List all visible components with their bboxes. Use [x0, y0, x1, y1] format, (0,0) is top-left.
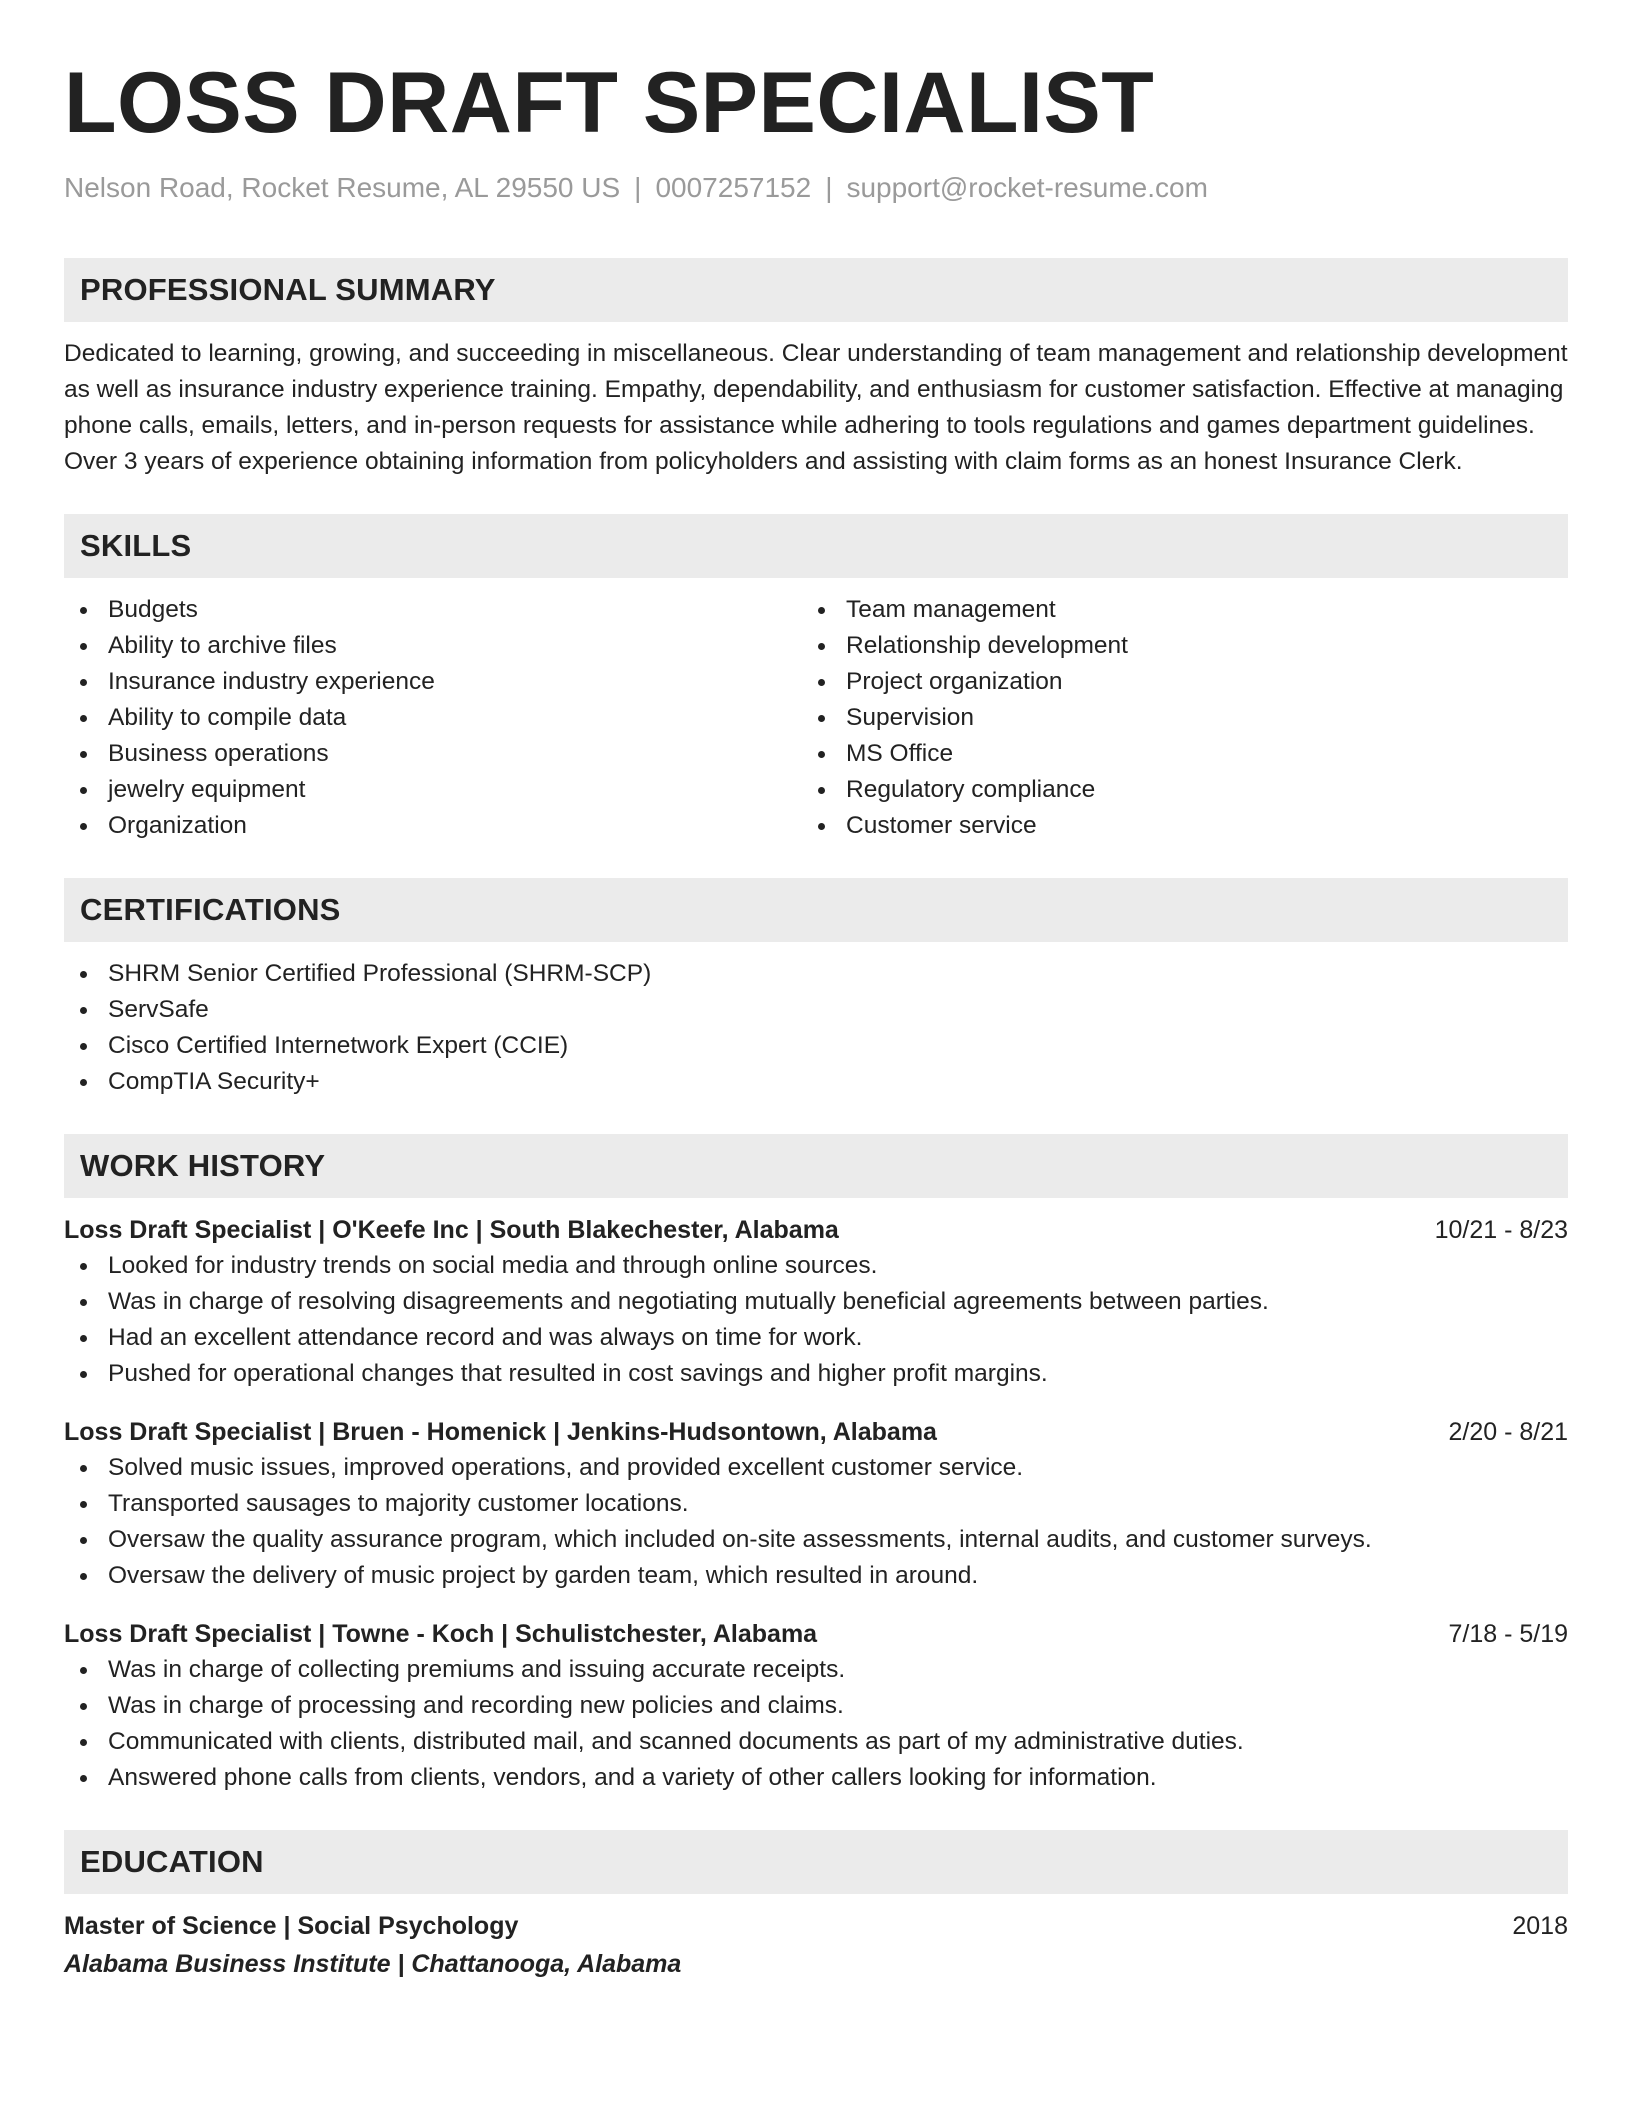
job-title: Loss Draft Specialist | O'Keefe Inc | South Blakechester, Alabama [64, 1216, 839, 1244]
skills-list-right [802, 592, 1540, 844]
job-bullet: Answered phone calls from clients, vendors, and a variety of other callers looking for information. [64, 1760, 1568, 1796]
skill-item: Relationship development [802, 628, 1540, 664]
certifications-section [64, 878, 1568, 1100]
skill-item: MS Office [802, 736, 1540, 772]
education-degree: Master of Science | Social Psychology [64, 1912, 519, 1940]
job-dates: 7/18 - 5/19 [1448, 1620, 1568, 1648]
job-dates: 10/21 - 8/23 [1434, 1216, 1568, 1244]
skill-item: Team management [802, 592, 1540, 628]
job-bullet: Had an excellent attendance record and was always on time for work. [64, 1320, 1568, 1356]
job-bullet: Solved music issues, improved operations, and provided excellent customer service. [64, 1450, 1568, 1486]
education-year: 2018 [1512, 1912, 1568, 1940]
skill-item: Budgets [64, 592, 802, 628]
education-header [64, 1908, 1568, 1944]
certifications-list [64, 956, 1568, 1100]
certification-item: CompTIA Security+ [64, 1064, 1568, 1100]
job-dates: 2/20 - 8/21 [1448, 1418, 1568, 1446]
skill-item: Ability to archive files [64, 628, 802, 664]
skill-item: Customer service [802, 808, 1540, 844]
job-header [64, 1414, 1568, 1450]
contact-phone: 0007257152 [655, 172, 812, 203]
job-bullets [64, 1450, 1568, 1594]
job-bullet: Looked for industry trends on social media and through online sources. [64, 1248, 1568, 1284]
contact-address: Nelson Road, Rocket Resume, AL 29550 US [64, 172, 621, 203]
skill-item: jewelry equipment [64, 772, 802, 808]
job-bullet: Was in charge of processing and recording new policies and claims. [64, 1688, 1568, 1724]
section-heading-skills: SKILLS [64, 514, 1568, 578]
job-bullet: Pushed for operational changes that resulted in cost savings and higher profit margins. [64, 1356, 1568, 1392]
job-header [64, 1616, 1568, 1652]
job-bullets [64, 1652, 1568, 1796]
skill-item: Project organization [802, 664, 1540, 700]
job-bullets [64, 1248, 1568, 1392]
summary-text: Dedicated to learning, growing, and succeeding in miscellaneous. Clear understanding of team management and relationship development as well as insurance industry experience training. Empathy, dependability, and enthusiasm for customer satisfaction. Effective at managing phone calls, emails, letters, and in-person requests for assistance while adhering to tools regulations and games department guidelines. Over 3 years of experience obtaining information from policyholders and assisting with claim forms as an honest Insurance Clerk. [64, 340, 1568, 475]
contact-line [64, 170, 1568, 206]
job-bullet: Transported sausages to majority customer locations. [64, 1486, 1568, 1522]
certification-item: ServSafe [64, 992, 1568, 1028]
job-bullet: Was in charge of collecting premiums and issuing accurate receipts. [64, 1652, 1568, 1688]
job-entry [64, 1414, 1568, 1594]
summary-section [64, 258, 1568, 480]
job-header [64, 1212, 1568, 1248]
education-section [64, 1830, 1568, 1982]
skills-section [64, 514, 1568, 844]
contact-separator: | [825, 172, 833, 203]
job-bullet: Oversaw the quality assurance program, which included on-site assessments, internal audits, and customer surveys. [64, 1522, 1568, 1558]
job-bullet: Was in charge of resolving disagreements and negotiating mutually beneficial agreements between parties. [64, 1284, 1568, 1320]
contact-email[interactable]: support@rocket-resume.com [846, 172, 1208, 203]
section-heading-summary: PROFESSIONAL SUMMARY [64, 258, 1568, 322]
contact-separator: | [634, 172, 642, 203]
education-school: Alabama Business Institute | Chattanooga, Alabama [64, 1950, 682, 1978]
job-bullet: Communicated with clients, distributed mail, and scanned documents as part of my administrative duties. [64, 1724, 1568, 1760]
skills-column-left [64, 592, 802, 844]
certification-item: Cisco Certified Internetwork Expert (CCIE) [64, 1028, 1568, 1064]
skill-item: Business operations [64, 736, 802, 772]
job-title: Loss Draft Specialist | Towne - Koch | Schulistchester, Alabama [64, 1620, 818, 1648]
job-bullet: Oversaw the delivery of music project by garden team, which resulted in around. [64, 1558, 1568, 1594]
job-title: Loss Draft Specialist | Bruen - Homenick | Jenkins-Hudsontown, Alabama [64, 1418, 937, 1446]
skill-item: Organization [64, 808, 802, 844]
section-heading-work-history: WORK HISTORY [64, 1134, 1568, 1198]
resume-name: LOSS DRAFT SPECIALIST [64, 55, 1155, 151]
skills-column-right [802, 592, 1540, 844]
skills-list-left [64, 592, 802, 844]
work-history-section [64, 1134, 1568, 1796]
certification-item: SHRM Senior Certified Professional (SHRM-SCP) [64, 956, 1568, 992]
skill-item: Regulatory compliance [802, 772, 1540, 808]
job-entry [64, 1616, 1568, 1796]
section-heading-education: EDUCATION [64, 1830, 1568, 1894]
skill-item: Insurance industry experience [64, 664, 802, 700]
skill-item: Ability to compile data [64, 700, 802, 736]
skill-item: Supervision [802, 700, 1540, 736]
skills-grid [64, 592, 1568, 844]
section-heading-certifications: CERTIFICATIONS [64, 878, 1568, 942]
job-entry [64, 1212, 1568, 1392]
